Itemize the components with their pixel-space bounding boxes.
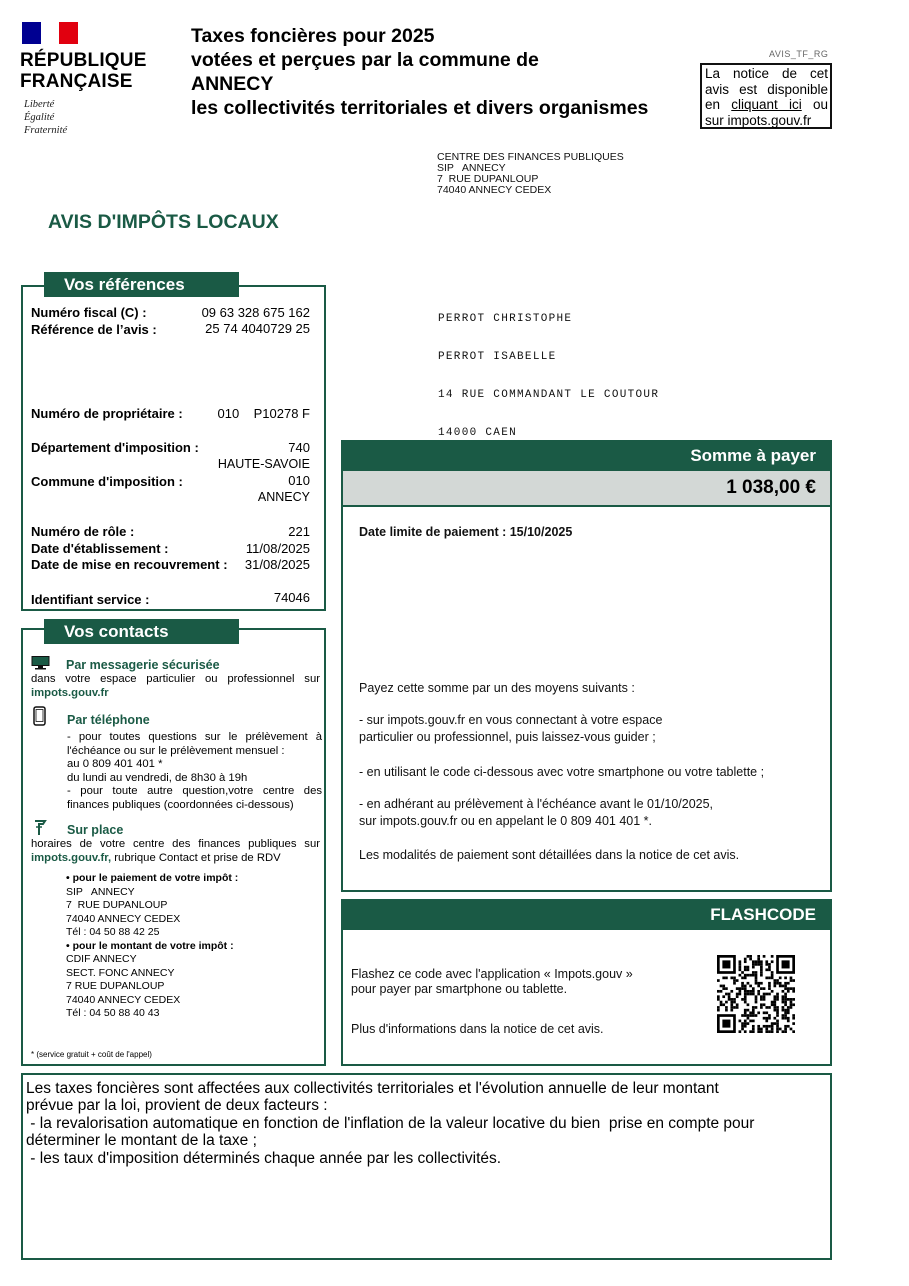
avis-code: AVIS_TF_RG <box>769 49 829 59</box>
surplace-text: horaires de votre centre des finances publiques sur <box>31 838 320 850</box>
phone-line: Tél : 04 50 88 40 43 <box>66 1007 160 1019</box>
phone-line: Tél : 04 50 88 42 25 <box>66 926 160 938</box>
payment-line: particulier ou professionnel, puis laissez-vous guider ; <box>359 729 656 744</box>
role-label: Numéro de rôle : <box>31 524 135 539</box>
payment-option-online <box>359 712 662 745</box>
notice-line: sur impots.gouv.fr <box>705 112 812 128</box>
notice-text: en <box>705 97 721 112</box>
info-line: - les taux d'imposition déterminés chaque année par les collectivités. <box>26 1149 502 1167</box>
paiement-title: • pour le paiement de votre impôt : <box>66 872 239 884</box>
payment-amount: 1 038,00 € <box>343 469 830 507</box>
address-line: 74040 ANNECY CEDEX <box>66 912 181 925</box>
title-line: Taxes foncières pour 2025 <box>191 25 435 47</box>
payment-modalites: Les modalités de paiement sont détaillées dans la notice de cet avis. <box>359 848 740 862</box>
address-line: PERROT ISABELLE <box>438 350 557 363</box>
payment-option-prelevement <box>359 796 713 829</box>
info-line: Les taxes foncières sont affectées aux collectivités territoriales et l'évolution annuelle de leur montant <box>26 1080 719 1097</box>
commune-code: 010 <box>288 473 310 488</box>
computer-icon <box>31 656 51 670</box>
telephone-title: Par téléphone <box>67 713 150 727</box>
reference-label: Référence de l’avis : <box>31 322 157 337</box>
flashcode-text <box>351 967 633 996</box>
paiement-block <box>66 872 238 1021</box>
flashcode-info: Plus d'informations dans la notice de cet avis. <box>351 1022 604 1036</box>
reference-value: 25 74 4040729 25 <box>205 321 310 336</box>
address-line: CDIF ANNECY <box>66 953 137 965</box>
avis-title: AVIS D'IMPÔTS LOCAUX <box>48 211 279 233</box>
departement-label: Département d'imposition : <box>31 440 199 455</box>
address-line: 14000 CAEN <box>438 426 518 439</box>
notice-line: La notice de cet <box>705 66 828 81</box>
telephone-line: - pour toutes questions sur le prélèvement à <box>67 731 322 743</box>
notice-line: avis est disponible <box>705 81 828 97</box>
surplace-site-link[interactable]: impots.gouv.fr, <box>31 852 112 864</box>
telephone-line: du lundi au vendredi, de 8h30 à 19h <box>67 771 248 784</box>
motto-liberte: Liberté <box>24 99 55 110</box>
etablissement-value: 11/08/2025 <box>245 541 310 556</box>
telephone-line: finances publiques (coordonnées ci-dessous) <box>67 798 294 811</box>
payment-header: Somme à payer <box>343 442 830 469</box>
republic-logo <box>20 50 147 92</box>
republic-line-2: FRANÇAISE <box>20 71 133 92</box>
address-line: 74040 ANNECY CEDEX <box>437 184 552 196</box>
proprietaire-label: Numéro de propriétaire : <box>31 406 183 421</box>
references-tab: Vos références <box>44 272 239 297</box>
departement-name: HAUTE-SAVOIE <box>217 457 310 471</box>
commune-name: ANNECY <box>257 490 310 504</box>
info-text <box>26 1080 826 1167</box>
qr-code-icon[interactable] <box>717 955 795 1033</box>
phone-icon <box>33 706 46 726</box>
address-line: 14 RUE COMMANDANT LE COUTOUR <box>438 388 660 401</box>
address-line: 74040 ANNECY CEDEX <box>66 993 181 1006</box>
role-value: 221 <box>288 524 310 539</box>
service-label: Identifiant service : <box>31 592 150 607</box>
location-icon <box>33 820 47 836</box>
numero-fiscal-label: Numéro fiscal (C) : <box>31 305 147 320</box>
document-title <box>191 24 648 120</box>
surplace-rest: rubrique Contact et prise de RDV <box>111 852 281 864</box>
footnote: * (service gratuit + coût de l'appel) <box>31 1050 152 1059</box>
messagerie-title: Par messagerie sécurisée <box>66 658 220 672</box>
etablissement-label: Date d'établissement : <box>31 541 169 556</box>
messagerie-text: dans votre espace particulier ou professionnel sur <box>31 673 320 685</box>
surplace-rdv <box>31 852 281 866</box>
date-limite: Date limite de paiement : 15/10/2025 <box>359 525 573 539</box>
recouvrement-value: 31/08/2025 <box>244 557 310 572</box>
flag-icon <box>22 22 78 44</box>
departement-code: 740 <box>288 440 310 455</box>
cfp-address <box>437 152 624 196</box>
telephone-line: l'échéance ou sur le prélèvement mensuel : <box>67 744 285 757</box>
motto-egalite: Égalité <box>24 112 55 123</box>
messagerie-site-link[interactable]: impots.gouv.fr <box>31 687 109 699</box>
address-line: 7 RUE DUPANLOUP <box>437 173 539 185</box>
republic-line-1: RÉPUBLIQUE <box>20 50 147 71</box>
notice-text: ou <box>812 97 828 112</box>
telephone-number: au 0 809 401 401 * <box>67 758 163 771</box>
payment-intro: Payez cette somme par un des moyens suivants : <box>359 681 635 695</box>
title-line: votées et perçues par la commune de <box>191 49 539 71</box>
recouvrement-label: Date de mise en recouvrement : <box>31 557 228 572</box>
info-line: prévue par la loi, provient de deux facteurs : <box>26 1097 328 1115</box>
notice-link[interactable]: cliquant ici <box>731 97 802 112</box>
payment-line: - sur impots.gouv.fr en vous connectant à votre espace <box>359 713 663 727</box>
payment-line: sur impots.gouv.fr ou en appelant le 0 809 401 401 *. <box>359 813 653 828</box>
payment-line: - en adhérant au prélèvement à l'échéance avant le 01/10/2025, <box>359 797 714 811</box>
title-line: ANNECY <box>191 73 274 95</box>
address-line: SECT. FONC ANNECY <box>66 966 175 979</box>
notice-line <box>705 97 828 113</box>
service-value: 74046 <box>273 590 310 605</box>
flashcode-line: pour payer par smartphone ou tablette. <box>351 981 568 996</box>
commune-label: Commune d'imposition : <box>31 474 183 489</box>
republic-motto <box>24 98 67 137</box>
proprietaire-value: 010 P10278 F <box>217 406 310 421</box>
telephone-text <box>67 731 322 813</box>
info-line: - la revalorisation automatique en fonction de l'inflation de la valeur locative du bien prise en compte pour <box>26 1114 755 1132</box>
contacts-tab: Vos contacts <box>44 619 239 644</box>
address-line: PERROT CHRISTOPHE <box>438 313 573 326</box>
surplace-title: Sur place <box>67 823 124 837</box>
address-line: SIP ANNECY <box>437 162 506 174</box>
notice-box <box>700 63 832 129</box>
flashcode-line: Flashez ce code avec l'application « Impots.gouv » <box>351 967 633 981</box>
telephone-line: - pour toute autre question,votre centre des <box>67 785 322 798</box>
motto-fraternite: Fraternité <box>24 125 68 136</box>
address-line: SIP ANNECY <box>66 885 135 898</box>
montant-title: • pour le montant de votre impôt : <box>66 939 234 952</box>
flashcode-header: FLASHCODE <box>343 901 830 930</box>
address-line: 7 RUE DUPANLOUP <box>66 980 165 992</box>
payee-address <box>438 288 659 452</box>
address-line: CENTRE DES FINANCES PUBLIQUES <box>437 151 624 163</box>
numero-fiscal-value: 09 63 328 675 162 <box>201 305 310 320</box>
info-line: déterminer le montant de la taxe ; <box>26 1132 257 1150</box>
title-line: les collectivités territoriales et divers organismes <box>191 97 649 119</box>
address-line: 7 RUE DUPANLOUP <box>66 899 168 911</box>
payment-option-code: - en utilisant le code ci-dessous avec votre smartphone ou votre tablette ; <box>359 765 765 779</box>
